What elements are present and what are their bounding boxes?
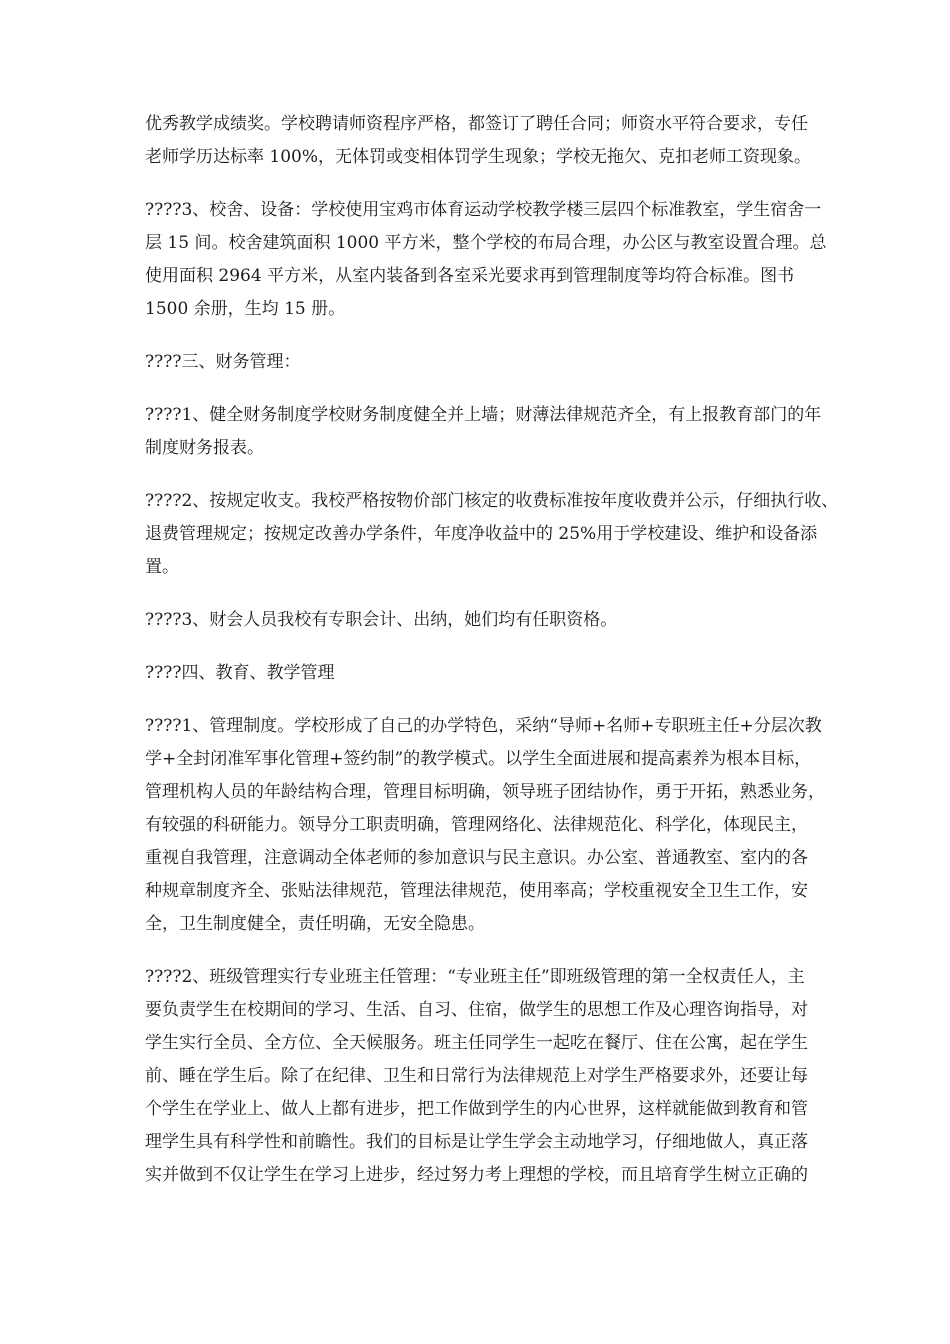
text-line: 前、睡在学生后。除了在纪律、卫生和日常行为法律规范上对学生严格要求外，还要让每	[145, 1066, 808, 1086]
paragraph-finance-system	[145, 399, 825, 465]
text-line: 1500 余册，生均 15 册。	[145, 299, 346, 319]
paragraph-fees	[145, 485, 839, 584]
paragraph-class-management	[145, 961, 825, 1192]
text-line: 全，卫生制度健全，责任明确，无安全隐患。	[145, 914, 485, 934]
text-line: ????3、财会人员我校有专职会计、出纳，她们均有任职资格。	[145, 610, 618, 630]
text-line: 学生实行全员、全方位、全天候服务。班主任同学生一起吃在餐厅、住在公寓，起在学生	[145, 1033, 808, 1053]
section-heading-teaching	[145, 657, 825, 690]
text-line: ????2、班级管理实行专业班主任管理：“专业班主任”即班级管理的第一全权责任人，主	[145, 967, 805, 987]
text-line: 优秀教学成绩奖。学校聘请师资程序严格，都签订了聘任合同；师资水平符合要求，专任	[145, 114, 808, 134]
paragraph-accounting-staff	[145, 604, 825, 637]
paragraph-management-system	[145, 710, 825, 941]
paragraph-teacher-qualifications	[145, 108, 825, 174]
text-line: 层 15 间。校舍建筑面积 1000 平方米，整个学校的布局合理，办公区与教室设置合理。总	[145, 233, 827, 253]
text-line: 重视自我管理，注意调动全体老师的参加意识与民主意识。办公室、普通教室、室内的各	[145, 848, 808, 868]
text-line: ????1、健全财务制度学校财务制度健全并上墙；财薄法律规范齐全，有上报教育部门的年	[145, 405, 822, 425]
text-line: ????3、校舍、设备：学校使用宝鸡市体育运动学校教学楼三层四个标准教室，学生宿舍一	[145, 200, 822, 220]
text-line: 实并做到不仅让学生在学习上进步，经过努力考上理想的学校，而且培育学生树立正确的	[145, 1165, 808, 1185]
document-body	[145, 108, 839, 1212]
section-heading-finance	[145, 346, 825, 379]
text-line: 种规章制度齐全、张贴法律规范，管理法律规范，使用率高；学校重视安全卫生工作，安	[145, 881, 808, 901]
text-line: 制度财务报表。	[145, 438, 264, 458]
text-line: 置。	[145, 557, 179, 577]
text-line: 退费管理规定；按规定改善办学条件，年度净收益中的 25%用于学校建设、维护和设备添	[145, 524, 818, 544]
text-line: ????2、按规定收支。我校严格按物价部门核定的收费标准按年度收费并公示，仔细执行收、	[145, 491, 839, 511]
text-line: 管理机构人员的年龄结构合理，管理目标明确，领导班子团结协作，勇于开拓，熟悉业务，	[145, 782, 825, 802]
text-line: 使用面积 2964 平方米，从室内装备到各室采光要求再到管理制度等均符合标准。图书	[145, 266, 795, 286]
text-line: ????1、管理制度。学校形成了自己的办学特色，采纳“导师+名师+专职班主任+分层次教	[145, 716, 822, 736]
text-line: ????四、教育、教学管理	[145, 663, 335, 683]
text-line: 个学生在学业上、做人上都有进步，把工作做到学生的内心世界，这样就能做到教育和管	[145, 1099, 808, 1119]
text-line: 有较强的科研能力。领导分工职责明确，管理网络化、法律规范化、科学化，体现民主，	[145, 815, 808, 835]
text-line: ????三、财务管理：	[145, 352, 301, 372]
text-line: 学+全封闭准军事化管理+签约制”的教学模式。以学生全面进展和提高素养为根本目标，	[145, 749, 812, 769]
paragraph-buildings-equipment	[145, 194, 825, 326]
text-line: 要负责学生在校期间的学习、生活、自习、住宿，做学生的思想工作及心理咨询指导，对	[145, 1000, 808, 1020]
text-line: 老师学历达标率 100%，无体罚或变相体罚学生现象；学校无拖欠、克扣老师工资现象。	[145, 147, 812, 167]
text-line: 理学生具有科学性和前瞻性。我们的目标是让学生学会主动地学习，仔细地做人，真正落	[145, 1132, 808, 1152]
